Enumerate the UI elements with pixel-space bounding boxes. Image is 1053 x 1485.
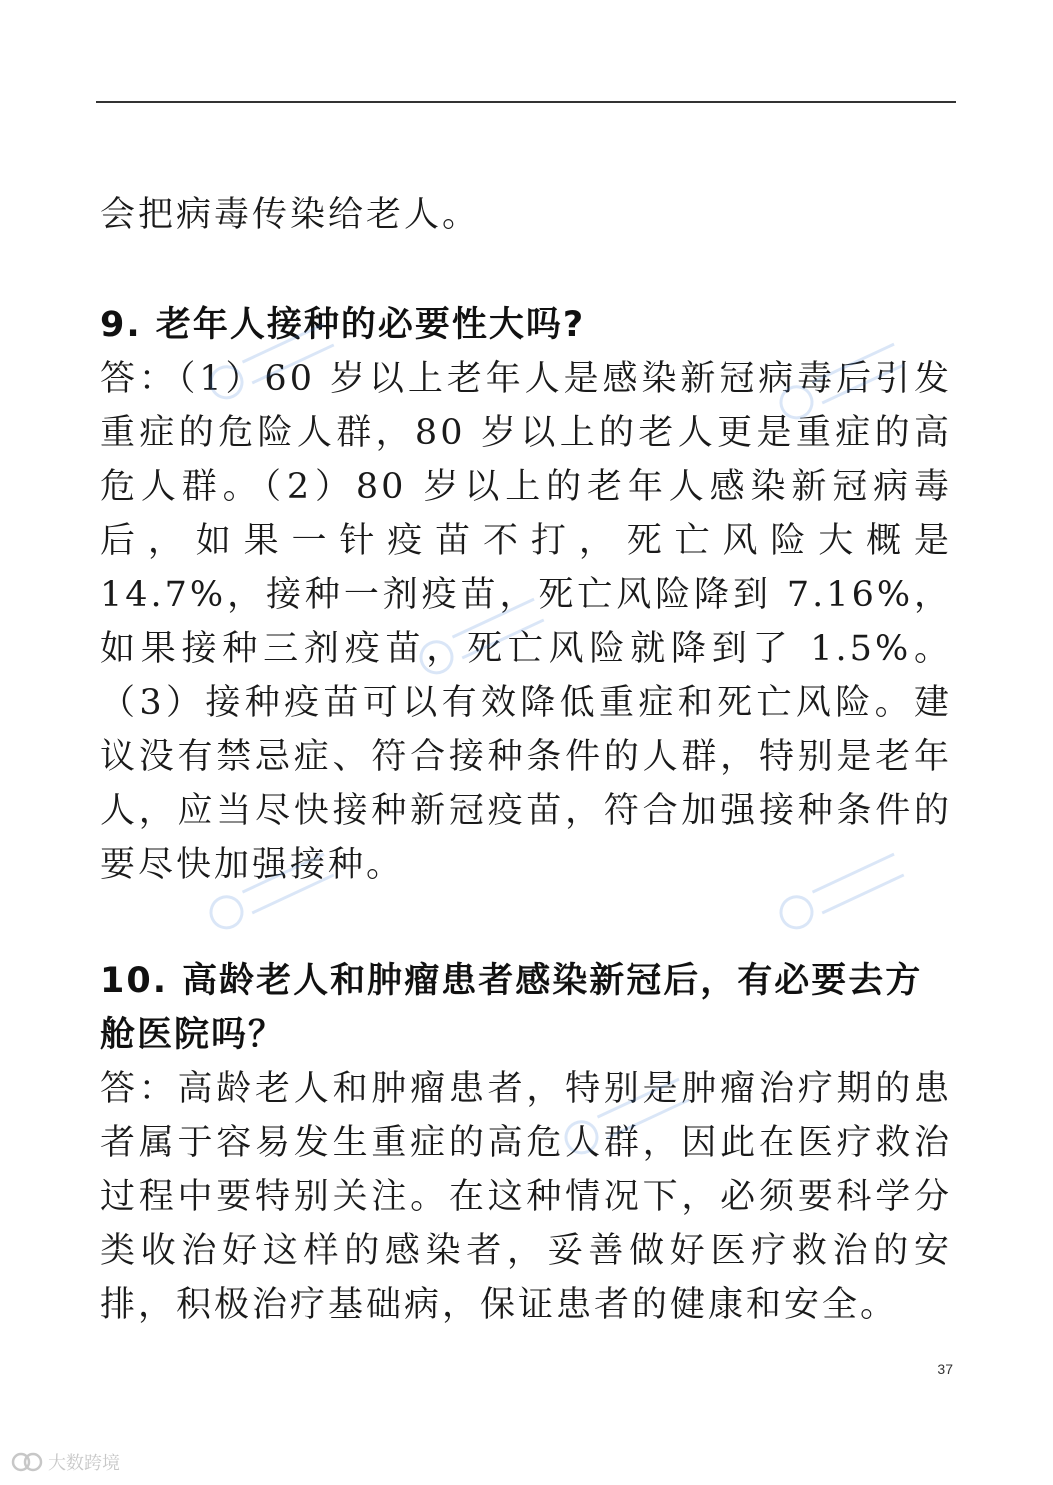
- question-9-answer: 答：（1）60 岁以上老年人是感染新冠病毒后引发重症的危险人群，80 岁以上的老人更是重症的高危人群。（2）80 岁以上的老年人感染新冠病毒后，如果一针疫苗不打，死亡风险大概是 14.7%，接种一剂疫苗，死亡风险降到 7.16%，如果接种三剂疫苗，死亡风险就降到了 1.5%。（3）接种疫苗可以有效降低重症和死亡风险。建议没有禁忌症、符合接种条件的人群，特别是老年人，应当尽快接种新冠疫苗，符合加强接种条件的要尽快加强接种。: [100, 359, 952, 885]
- question-10-title: 10. 高龄老人和肿瘤患者感染新冠后，有必要去方舱医院吗？: [100, 961, 923, 1055]
- footer-logo-text: 大数跨境: [48, 1453, 120, 1474]
- section-spacer: [100, 892, 952, 954]
- footer-logo-icon: [10, 1451, 44, 1473]
- document-body: [100, 188, 952, 1332]
- continuation-paragraph: 会把病毒传染给老人。: [100, 195, 481, 235]
- section-spacer: [100, 242, 952, 298]
- question-10-answer: 答：高龄老人和肿瘤患者，特别是肿瘤治疗期的患者属于容易发生重症的高危人群，因此在医疗救治过程中要特别关注。在这种情况下，必须要科学分类收治好这样的感染者，妥善做好医疗救治的安排，积极治疗基础病，保证患者的健康和安全。: [100, 1069, 952, 1325]
- header-rule: [96, 101, 956, 103]
- footer-logo: [10, 1449, 120, 1475]
- question-9-title: 9. 老年人接种的必要性大吗?: [100, 305, 586, 345]
- page-number: 37: [937, 1361, 953, 1377]
